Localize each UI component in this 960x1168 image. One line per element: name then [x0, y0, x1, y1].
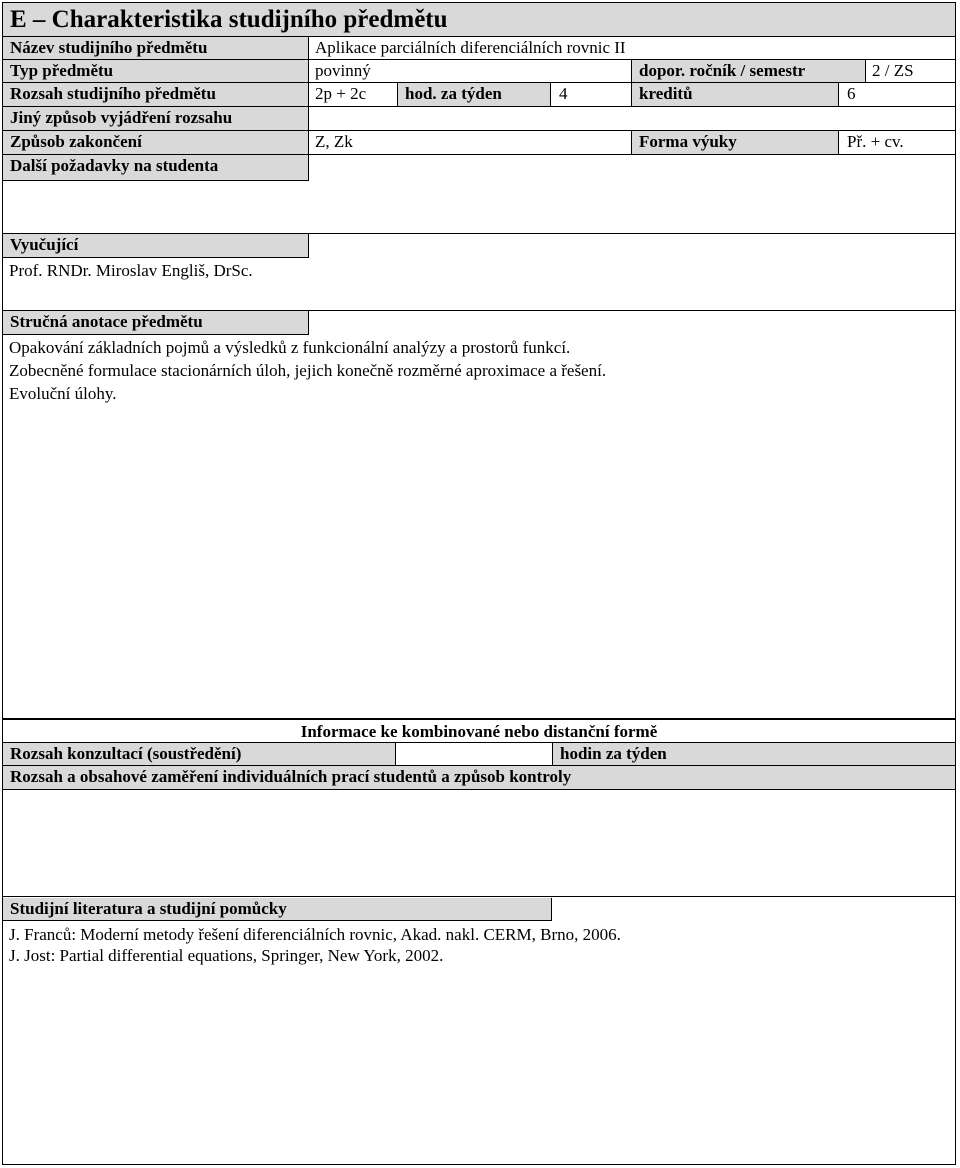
rocnik-label: dopor. ročník / semestr [639, 61, 806, 80]
kredity-label: kreditů [639, 84, 693, 103]
typ-label: Typ předmětu [10, 61, 114, 80]
zakonceni-value-cell [309, 131, 631, 155]
zakonceni-label-cell [3, 131, 309, 155]
rozsah-label: Rozsah studijního předmětu [10, 84, 216, 103]
kredity-label-cell [631, 83, 839, 107]
pozadavky-label-cell [3, 155, 309, 181]
literatura-item-1: J. Franců: Moderní metody řešení diferenciálních rovnic, Akad. nakl. CERM, Brno, 2006. [9, 925, 621, 944]
anotace-line-3: Evoluční úlohy. [9, 384, 117, 403]
konzultace-label: Rozsah konzultací (soustředění) [10, 744, 242, 763]
title-bar [3, 3, 955, 37]
page-title: E – Charakteristika studijního předmětu [10, 6, 448, 33]
nazev-value-cell [309, 37, 955, 60]
anotace-label-cell [3, 311, 309, 335]
forma-label-cell [631, 131, 839, 155]
literatura-label: Studijní literatura a studijní pomůcky [10, 899, 287, 918]
jiny-label-cell [3, 107, 309, 131]
vyucujici-label-cell [3, 234, 309, 258]
anotace-line-2: Zobecněné formulace stacionárních úloh, jejich konečně rozměrné aproximace a řešení. [9, 361, 607, 380]
prace-label-cell [3, 766, 955, 790]
literatura-label-cell [3, 898, 552, 921]
pozadavky-label: Další požadavky na studenta [10, 156, 219, 175]
hod-label-cell [397, 83, 551, 107]
distancni-heading: Informace ke kombinované nebo distanční formě [300, 722, 658, 741]
rozsah-value-cell [309, 83, 397, 107]
distancni-heading-cell [3, 718, 955, 742]
prace-label: Rozsah a obsahové zaměření individuálních prací studentů a způsob kontroly [10, 767, 572, 786]
jiny-value-cell [309, 107, 955, 131]
vyucujici-name: Prof. RNDr. Miroslav Engliš, DrSc. [9, 261, 253, 280]
rozsah-value: 2p + 2c [315, 84, 367, 103]
forma-label: Forma výuky [639, 132, 737, 151]
prace-value-area [3, 790, 955, 897]
literatura-item-2: J. Jost: Partial differential equations, Springer, New York, 2002. [9, 946, 444, 965]
nazev-label: Název studijního předmětu [10, 38, 208, 57]
pozadavky-value-area [3, 181, 955, 234]
rozsah-label-cell [3, 83, 309, 107]
nazev-value: Aplikace parciálních diferenciálních rovnic II [315, 38, 626, 57]
kredity-value-cell [839, 83, 955, 107]
konzultace-label-cell [3, 742, 396, 766]
forma-value: Př. + cv. [847, 132, 904, 151]
hod-label: hod. za týden [405, 84, 502, 103]
rocnik-value: 2 / ZS [872, 61, 914, 80]
anotace-line-1: Opakování základních pojmů a výsledků z funkcionální analýzy a prostorů funkcí. [9, 338, 571, 357]
kredity-value: 6 [847, 84, 856, 103]
hod-value: 4 [559, 84, 568, 103]
anotace-label: Stručná anotace předmětu [10, 312, 203, 331]
nazev-label-cell [3, 37, 309, 60]
zakonceni-value: Z, Zk [315, 132, 353, 151]
konzultace-value [396, 744, 402, 763]
jiny-label: Jiný způsob vyjádření rozsahu [10, 108, 233, 127]
forma-value-cell [839, 131, 955, 155]
hodin-label: hodin za týden [560, 744, 667, 763]
vyucujici-label: Vyučující [10, 235, 79, 254]
hodin-label-cell [552, 742, 955, 766]
konzultace-value-cell[interactable] [396, 742, 552, 766]
rocnik-label-cell [631, 60, 866, 83]
zakonceni-label: Způsob zakončení [10, 132, 142, 151]
typ-label-cell [3, 60, 309, 83]
typ-value-cell [309, 60, 631, 83]
hod-value-cell [551, 83, 631, 107]
rocnik-value-cell [866, 60, 955, 83]
typ-value: povinný [315, 61, 371, 80]
